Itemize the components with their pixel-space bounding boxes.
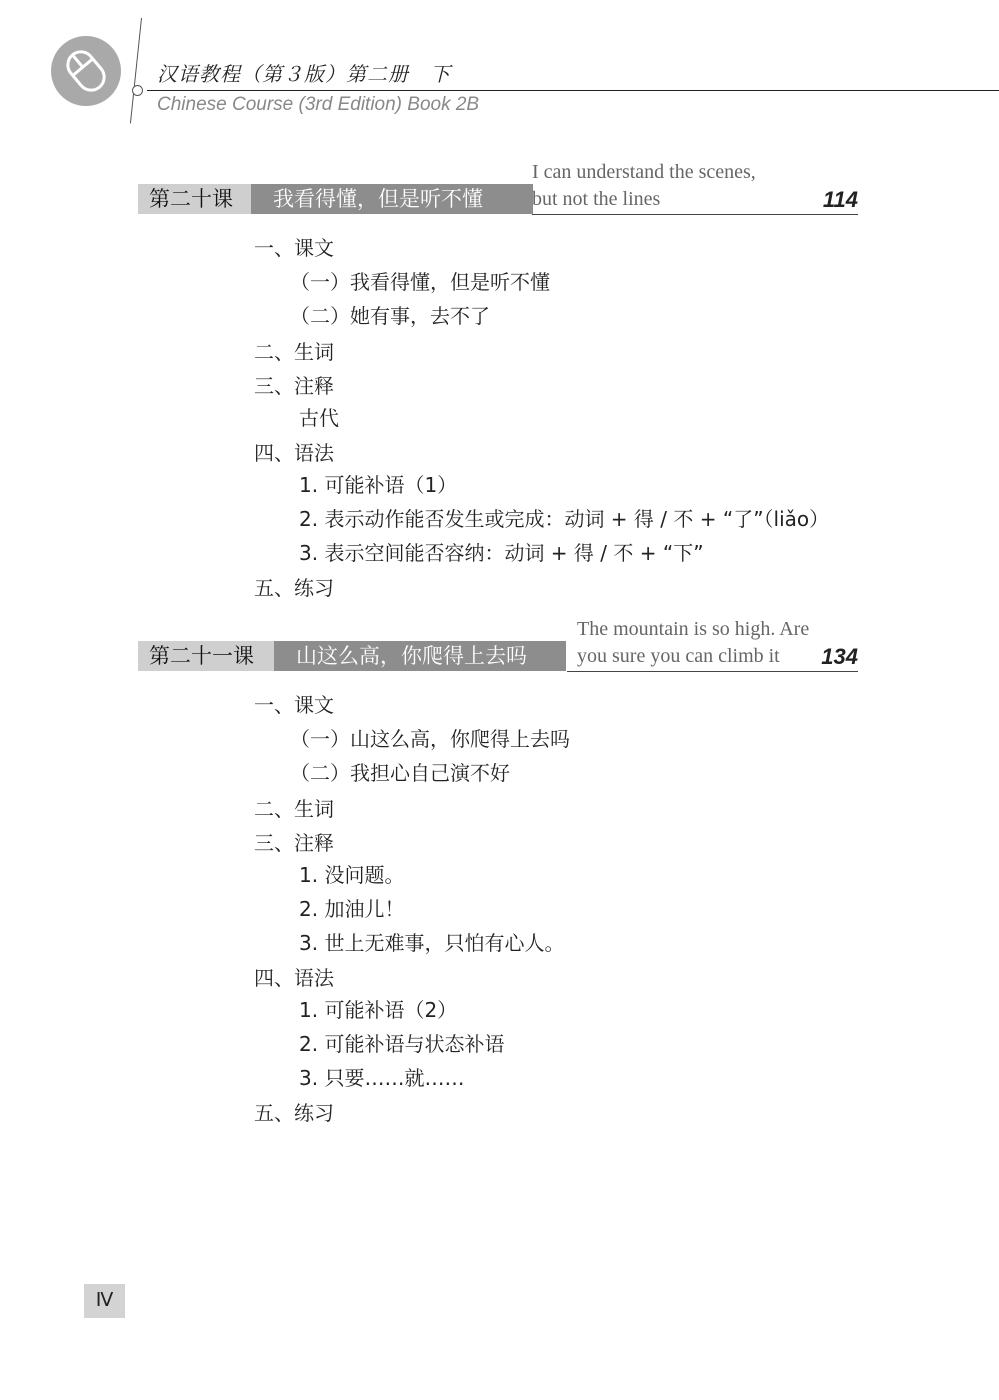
note-item-1: 1. 没问题。 [299, 863, 405, 887]
lesson-20-heading[interactable] [138, 161, 858, 216]
grammar-item-1: 1. 可能补语（1） [299, 473, 458, 497]
section-grammar: 四、语法 [254, 966, 334, 990]
lesson-title-en-line1: I can understand the scenes, [532, 161, 756, 183]
lesson-title-en-line2: but not the lines [532, 188, 661, 210]
lesson-title: 山这么高，你爬得上去吗 [274, 641, 566, 671]
grammar-item-2: 2. 可能补语与状态补语 [299, 1032, 505, 1056]
note-item-2: 2. 加油儿！ [299, 897, 405, 921]
section-grammar: 四、语法 [254, 441, 334, 465]
grammar-item-2: 2. 表示动作能否发生或完成：动词 + 得 / 不 + “了”（liǎo） [299, 507, 830, 531]
note-item-3: 3. 世上无难事，只怕有心人。 [299, 931, 565, 955]
logo-badge [51, 36, 121, 106]
lesson-title: 我看得懂，但是听不懂 [251, 184, 533, 214]
book-title-en: Chinese Course (3rd Edition) Book 2B [157, 94, 480, 115]
section-vocabulary: 二、生词 [254, 797, 334, 821]
section-notes: 三、注释 [254, 374, 334, 398]
section-text: 一、课文 [254, 693, 334, 717]
header-divider-vertical [130, 18, 142, 124]
lesson-page-number: 134 [821, 644, 858, 669]
section-exercises: 五、练习 [254, 1101, 334, 1125]
grammar-item-3: 3. 只要……就…… [299, 1066, 465, 1090]
lesson-21-heading[interactable] [138, 618, 858, 673]
section-text: 一、课文 [254, 236, 334, 260]
lesson-title-en-line2: you sure you can climb it [577, 645, 780, 667]
computer-mouse-icon [51, 36, 121, 106]
text-part-2: （二）她有事，去不了 [290, 304, 490, 328]
section-vocabulary: 二、生词 [254, 340, 334, 364]
lesson-heading-rule [532, 214, 858, 215]
text-part-1: （一）山这么高，你爬得上去吗 [290, 727, 570, 751]
lesson-page-number: 114 [822, 187, 858, 212]
lesson-number: 第二十一课 [138, 641, 274, 671]
page-number: Ⅳ [84, 1284, 125, 1318]
section-exercises: 五、练习 [254, 576, 334, 600]
text-part-1: （一）我看得懂，但是听不懂 [290, 270, 550, 294]
section-notes: 三、注释 [254, 831, 334, 855]
header-rule [147, 90, 999, 91]
lesson-title-en-line1: The mountain is so high. Are [577, 618, 810, 640]
note-item: 古代 [299, 406, 339, 430]
book-title-zh: 汉语教程（第３版）第二册 下 [157, 62, 451, 86]
lesson-number: 第二十课 [138, 184, 251, 214]
grammar-item-1: 1. 可能补语（2） [299, 998, 458, 1022]
lesson-heading-rule [567, 671, 858, 672]
header-rule-node [132, 85, 143, 96]
text-part-2: （二）我担心自己演不好 [290, 761, 510, 785]
grammar-item-3: 3. 表示空间能否容纳：动词 + 得 / 不 + “下” [299, 541, 704, 565]
